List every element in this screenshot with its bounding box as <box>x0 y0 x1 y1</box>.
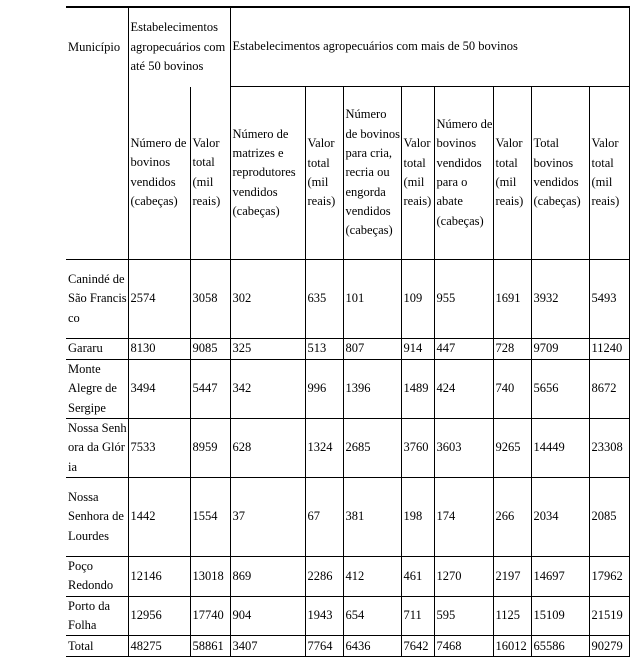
cell: 12146 <box>128 557 190 597</box>
cell: 198 <box>401 478 434 557</box>
header-municipio: Município <box>66 7 128 87</box>
cell: 447 <box>434 339 493 360</box>
cell: 3932 <box>531 260 589 339</box>
cell: 412 <box>343 557 401 597</box>
cell: 14449 <box>531 419 589 478</box>
cell: 7533 <box>128 419 190 478</box>
header-col-5: Número de bovinos para cria, recria ou engorda vendidos (cabeças) <box>343 87 401 260</box>
cell: 15109 <box>531 596 589 636</box>
header-col-4: Valor total (mil reais) <box>305 87 343 260</box>
table-row <box>66 360 629 419</box>
cell: 23308 <box>589 419 629 478</box>
cell: 1489 <box>401 360 434 419</box>
header-col-2: Valor total (mil reais) <box>190 87 230 260</box>
cell: 8959 <box>190 419 230 478</box>
header-blank <box>66 87 128 260</box>
cell: 914 <box>401 339 434 360</box>
cell: 3407 <box>230 636 305 657</box>
cell: 17740 <box>190 596 230 636</box>
cell: 325 <box>230 339 305 360</box>
cell: 266 <box>493 478 531 557</box>
cell: 1691 <box>493 260 531 339</box>
header-col-8: Valor total (mil reais) <box>493 87 531 260</box>
cell: 14697 <box>531 557 589 597</box>
header-col-7: Número de bovinos vendidos para o abate (cabeças) <box>434 87 493 260</box>
cell: 1324 <box>305 419 343 478</box>
municipality-name: Nossa Senhora de Lourdes <box>66 478 128 557</box>
cell: 513 <box>305 339 343 360</box>
cell: 595 <box>434 596 493 636</box>
cell: 3760 <box>401 419 434 478</box>
cell: 654 <box>343 596 401 636</box>
cell: 67 <box>305 478 343 557</box>
cell: 711 <box>401 596 434 636</box>
cell: 955 <box>434 260 493 339</box>
header-col-3: Número de matrizes e reprodutores vendidos (cabeças) <box>230 87 305 260</box>
cell: 1554 <box>190 478 230 557</box>
table-row <box>66 260 629 339</box>
cell: 21519 <box>589 596 629 636</box>
cell: 6436 <box>343 636 401 657</box>
cell: 424 <box>434 360 493 419</box>
cell: 302 <box>230 260 305 339</box>
cell: 1943 <box>305 596 343 636</box>
cell: 8130 <box>128 339 190 360</box>
total-label: Total <box>66 636 128 657</box>
cell: 2574 <box>128 260 190 339</box>
table-row <box>66 339 629 360</box>
municipality-name: Porto da Folha <box>66 596 128 636</box>
municipality-name: Nossa Senhora da Glória <box>66 419 128 478</box>
cell: 635 <box>305 260 343 339</box>
cell: 807 <box>343 339 401 360</box>
table-row <box>66 478 629 557</box>
municipality-name: Monte Alegre de Sergipe <box>66 360 128 419</box>
header-row-1 <box>66 7 629 87</box>
cell: 5656 <box>531 360 589 419</box>
header-col-6: Valor total (mil reais) <box>401 87 434 260</box>
cell: 101 <box>343 260 401 339</box>
cell: 7468 <box>434 636 493 657</box>
cell: 58861 <box>190 636 230 657</box>
cell: 728 <box>493 339 531 360</box>
cell: 1125 <box>493 596 531 636</box>
municipality-name: Gararu <box>66 339 128 360</box>
cell: 13018 <box>190 557 230 597</box>
municipality-name: Canindé de São Francisco <box>66 260 128 339</box>
header-col-9: Total bovinos vendidos (cabeças) <box>531 87 589 260</box>
cell: 2685 <box>343 419 401 478</box>
cell: 9265 <box>493 419 531 478</box>
cell: 48275 <box>128 636 190 657</box>
cell: 37 <box>230 478 305 557</box>
cell: 9085 <box>190 339 230 360</box>
cell: 2034 <box>531 478 589 557</box>
cell: 3494 <box>128 360 190 419</box>
cell: 869 <box>230 557 305 597</box>
cell: 11240 <box>589 339 629 360</box>
cell: 7764 <box>305 636 343 657</box>
cell: 1442 <box>128 478 190 557</box>
cell: 174 <box>434 478 493 557</box>
cell: 9709 <box>531 339 589 360</box>
cell: 461 <box>401 557 434 597</box>
cell: 2286 <box>305 557 343 597</box>
cell: 628 <box>230 419 305 478</box>
table-row <box>66 419 629 478</box>
cell: 8672 <box>589 360 629 419</box>
municipality-name: Poço Redondo <box>66 557 128 597</box>
cell: 996 <box>305 360 343 419</box>
cell: 2085 <box>589 478 629 557</box>
cell: 3058 <box>190 260 230 339</box>
cell: 109 <box>401 260 434 339</box>
table-row <box>66 596 629 636</box>
header-col-10: Valor total (mil reais) <box>589 87 629 260</box>
header-col-1: Número de bovinos vendidos (cabeças) <box>128 87 190 260</box>
table-row <box>66 557 629 597</box>
cell: 65586 <box>531 636 589 657</box>
cell: 1396 <box>343 360 401 419</box>
cell: 904 <box>230 596 305 636</box>
cell: 12956 <box>128 596 190 636</box>
cell: 90279 <box>589 636 629 657</box>
livestock-sales-table <box>66 6 630 657</box>
cell: 2197 <box>493 557 531 597</box>
header-ate-50: Estabelecimentos agropecuários com até 50 bovinos <box>128 7 230 87</box>
cell: 16012 <box>493 636 531 657</box>
cell: 5447 <box>190 360 230 419</box>
total-row <box>66 636 629 657</box>
cell: 342 <box>230 360 305 419</box>
cell: 740 <box>493 360 531 419</box>
cell: 7642 <box>401 636 434 657</box>
cell: 17962 <box>589 557 629 597</box>
cell: 1270 <box>434 557 493 597</box>
cell: 5493 <box>589 260 629 339</box>
header-row-2 <box>66 87 629 260</box>
header-mais-50: Estabelecimentos agropecuários com mais de 50 bovinos <box>230 7 629 87</box>
cell: 3603 <box>434 419 493 478</box>
cell: 381 <box>343 478 401 557</box>
